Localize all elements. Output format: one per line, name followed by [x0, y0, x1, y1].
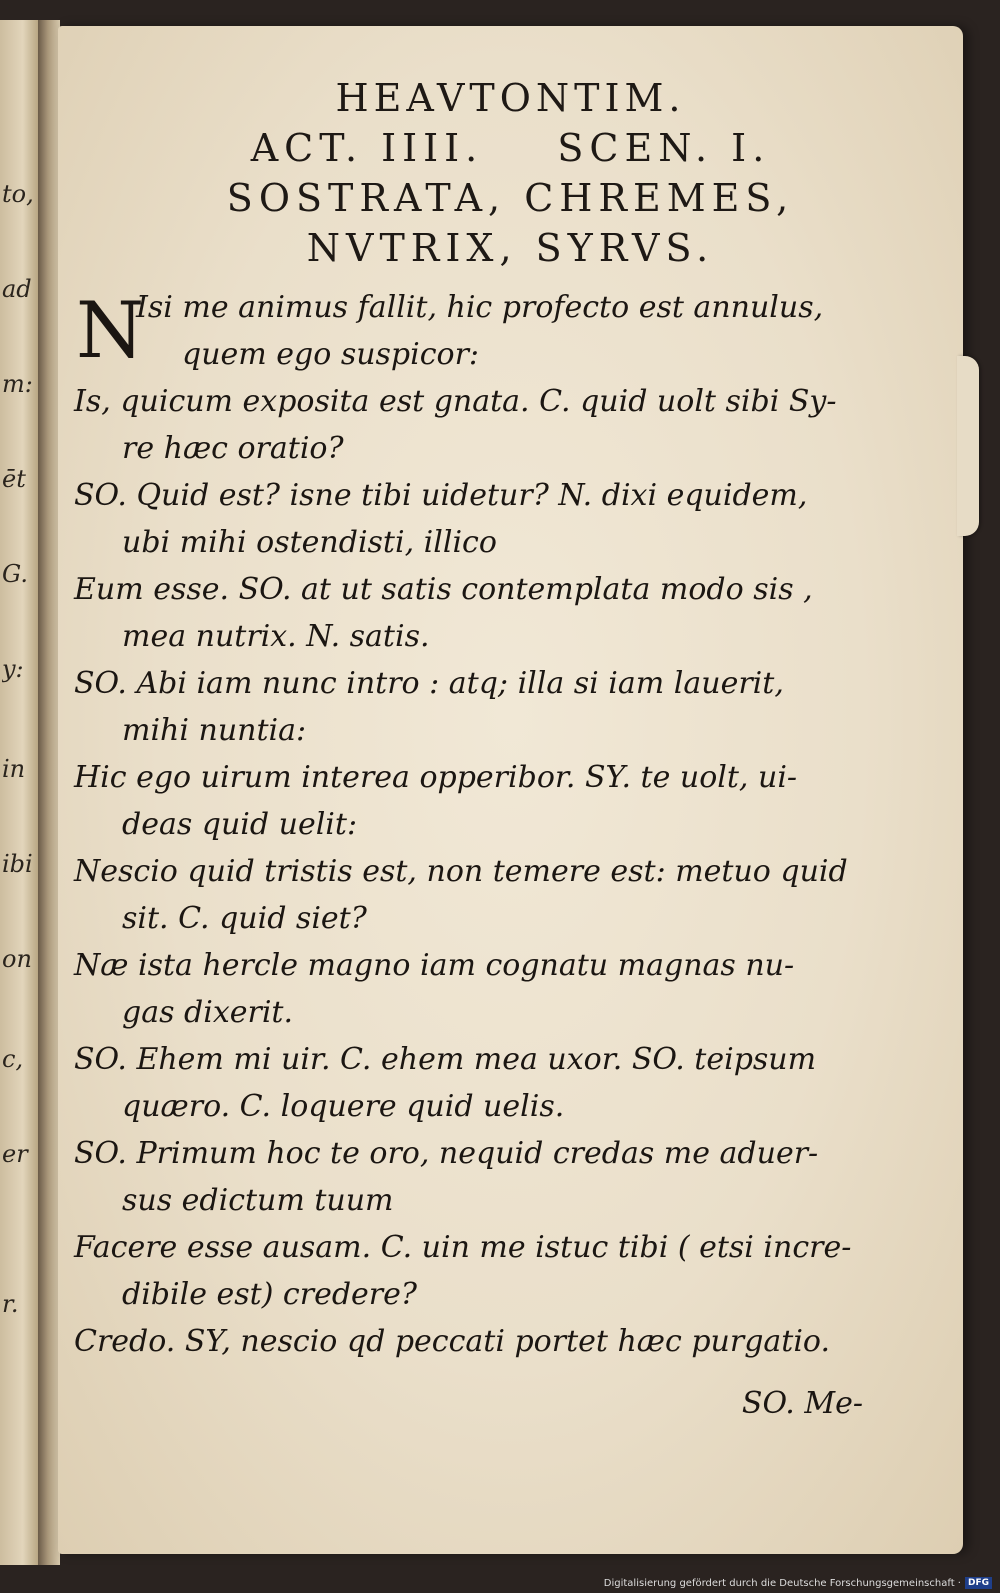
text-line: sus edictum tuum	[122, 1183, 394, 1218]
margin-mark: c,	[2, 1045, 24, 1073]
verse-text	[74, 284, 949, 1365]
text-line: Eum esse. SO. at ut satis contemplata modo sis ,	[74, 572, 813, 607]
book-page	[58, 26, 963, 1554]
text-line: SO. Ehem mi uir. C. ehem mea uxor. SO. teipsum	[74, 1042, 817, 1077]
text-line: SO. Quid est? isne tibi uidetur? N. dixi equidem,	[74, 478, 808, 513]
margin-mark: ibi	[2, 850, 33, 878]
page-tab	[957, 356, 979, 536]
text-line: Næ ista hercle magno iam cognatu magnas nu-	[74, 948, 795, 983]
text-line: Nescio quid tristis est, non temere est: metuo quid	[74, 854, 848, 889]
margin-mark: on	[2, 945, 32, 973]
facing-page-edge	[0, 20, 38, 1565]
text-line: Isi me animus fallit, hic profecto est annulus,	[136, 290, 824, 325]
text-line: deas quid uelit:	[122, 807, 358, 842]
catchword: SO. Me-	[741, 1386, 863, 1421]
persons-line-2: NVTRIX, SYRVS.	[306, 226, 715, 270]
text-line: mihi nuntia:	[122, 713, 307, 748]
book-gutter	[38, 20, 60, 1565]
text-line: dibile est) credere?	[122, 1277, 417, 1312]
scene-label: SCEN. I.	[557, 126, 771, 170]
margin-mark: y:	[2, 655, 24, 683]
credit-text: Digitalisierung gefördert durch die Deutsche Forschungsgemeinschaft ·	[603, 1577, 961, 1589]
text-line: sit. C. quid siet?	[122, 901, 367, 936]
text-line: SO. Primum hoc te oro, nequid credas me aduer-	[74, 1136, 819, 1171]
dfg-logo-icon: DFG	[965, 1577, 992, 1589]
margin-mark: G.	[2, 560, 28, 588]
text-line: Facere esse ausam. C. uin me istuc tibi ( etsi incre-	[74, 1230, 852, 1265]
margin-mark: ēt	[2, 465, 26, 493]
text-line: Is, quicum exposita est gnata. C. quid uolt sibi Sy-	[74, 384, 837, 419]
text-line: SO. Abi iam nunc intro : atq; illa si iam lauerit,	[74, 666, 784, 701]
digitization-credit	[604, 1577, 992, 1589]
margin-mark: to,	[2, 180, 34, 208]
text-line: mea nutrix. N. satis.	[122, 619, 430, 654]
drop-cap: N	[76, 286, 145, 376]
running-head: HEAVTONTIM.	[335, 76, 686, 120]
margin-mark: r.	[2, 1290, 19, 1318]
margin-mark: er	[2, 1140, 28, 1168]
text-line: quem ego suspicor:	[182, 337, 480, 372]
text-line: Credo. SY, nescio qd peccati portet hæc purgatio.	[74, 1324, 831, 1359]
act-scene-heading	[58, 126, 963, 170]
text-line: re hæc oratio?	[122, 431, 344, 466]
margin-mark: m:	[2, 370, 33, 398]
act-label: ACT. IIII.	[250, 126, 484, 170]
margin-mark: ad	[2, 275, 32, 303]
text-line: quæro. C. loquere quid uelis.	[122, 1089, 565, 1124]
persons-line-1: SOSTRATA, CHREMES,	[226, 176, 795, 220]
text-line: gas dixerit.	[122, 995, 294, 1030]
text-line: ubi mihi ostendisti, illico	[122, 525, 497, 560]
margin-mark: in	[2, 755, 26, 783]
text-line: Hic ego uirum interea opperibor. SY. te uolt, ui-	[74, 760, 798, 795]
